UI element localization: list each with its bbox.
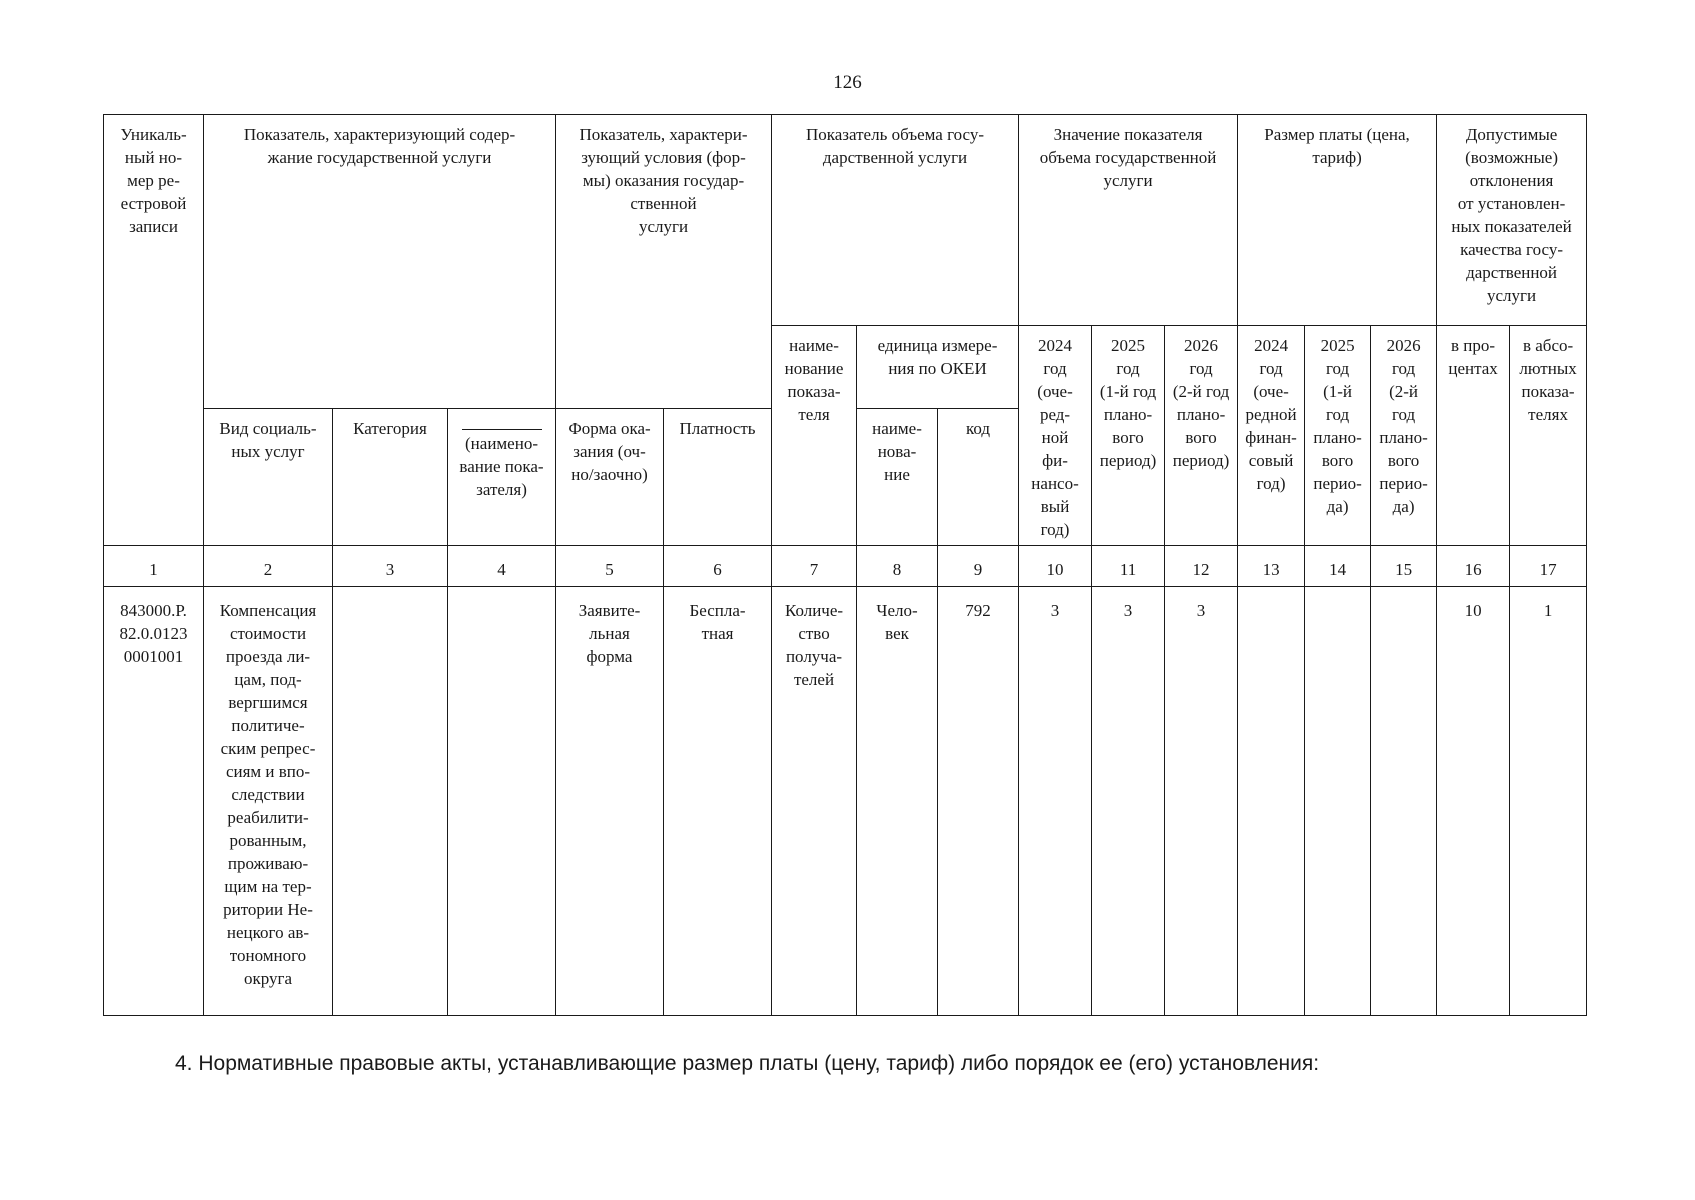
header-deviation-absolute: в абсо- лютных показа- телях [1510,326,1587,546]
cell-value-2025: 3 [1092,587,1165,1016]
column-number-row [104,546,1587,587]
column-number: 9 [938,546,1019,587]
cell-value-2024: 3 [1019,587,1092,1016]
column-number: 8 [857,546,938,587]
header-unit-name: наиме- нова- ние [857,408,938,545]
column-number: 12 [1165,546,1238,587]
header-deviation-percent: в про- центах [1437,326,1510,546]
column-number: 10 [1019,546,1092,587]
column-number: 17 [1510,546,1587,587]
column-number: 4 [448,546,556,587]
blank-fill-line [462,421,542,430]
cell-category [333,587,448,1016]
header-value-2024: 2024 год (оче- ред- ной фи- нансо- вый год) [1019,326,1092,546]
header-fee-group: Размер платы (цена, тариф) [1238,115,1437,326]
header-fee-2025: 2025 год (1-й год плано- вого перио- да) [1305,326,1371,546]
service-indicators-table [103,114,1587,1016]
column-number: 11 [1092,546,1165,587]
header-okei-unit: единица измере- ния по ОКЕИ [857,326,1019,409]
column-number: 1 [104,546,204,587]
cell-placeholder-value [448,587,556,1016]
cell-unit-name: Чело- век [857,587,938,1016]
header-volume-value-group: Значение показателя объема государственной услуги [1019,115,1238,326]
header-deviation-group: Допустимые (возможные) отклонения от установлен- ных показателей качества госу- дарственной услуги [1437,115,1587,326]
header-content-indicator-group: Показатель, характеризующий содер- жание государственной услуги [204,115,556,409]
header-value-2025: 2025 год (1-й год плано- вого период) [1092,326,1165,546]
column-number: 15 [1371,546,1437,587]
header-fee-2024: 2024 год (оче- редной финан- совый год) [1238,326,1305,546]
header-service-type: Вид социаль- ных услуг [204,408,333,545]
header-registry-number: Уникаль- ный но- мер ре- естровой записи [104,115,204,546]
header-placeholder-label: (наимено- вание пока- зателя) [459,433,544,499]
cell-service-type: Компенсация стоимости проезда ли- цам, под- вергшимся политиче- ским репрес- сиям и впо- следствии реабилити- рованным, проживаю- щим на тер- ритории Не- нецкого ав- тономного округа [204,587,333,1016]
column-number: 6 [664,546,772,587]
header-category: Категория [333,408,448,545]
cell-registry-number: 843000.Р. 82.0.0123 0001001 [104,587,204,1016]
cell-fee-2026 [1371,587,1437,1016]
header-conditions-indicator-group: Показатель, характери- зующий условия (фор- мы) оказания государ- ственной услуги [556,115,772,409]
header-fee-2026: 2026 год (2-й год плано- вого перио- да) [1371,326,1437,546]
page-number: 126 [833,72,862,93]
column-number: 7 [772,546,857,587]
cell-value-2026: 3 [1165,587,1238,1016]
column-number: 3 [333,546,448,587]
column-number: 5 [556,546,664,587]
column-number: 2 [204,546,333,587]
cell-provision-form: Заявите- льная форма [556,587,664,1016]
header-value-2026: 2026 год (2-й год плано- вого период) [1165,326,1238,546]
cell-fee-2024 [1238,587,1305,1016]
header-volume-name: наиме- нование показа- теля [772,326,857,546]
column-number: 14 [1305,546,1371,587]
cell-deviation-absolute: 1 [1510,587,1587,1016]
cell-deviation-percent: 10 [1437,587,1510,1016]
column-number: 13 [1238,546,1305,587]
header-indicator-placeholder [448,408,556,545]
header-volume-indicator-group: Показатель объема госу- дарственной услуги [772,115,1019,326]
table-row [104,587,1587,1016]
cell-payment: Беспла- тная [664,587,772,1016]
cell-indicator-name: Количе- ство получа- телей [772,587,857,1016]
header-payment: Платность [664,408,772,545]
section-4-heading: 4. Нормативные правовые акты, устанавливающие размер платы (цену, тариф) либо порядок ее (его) установления: [175,1052,1320,1075]
header-unit-code: код [938,408,1019,545]
cell-fee-2025 [1305,587,1371,1016]
column-number: 16 [1437,546,1510,587]
cell-unit-code: 792 [938,587,1019,1016]
header-provision-form: Форма ока- зания (оч- но/заочно) [556,408,664,545]
